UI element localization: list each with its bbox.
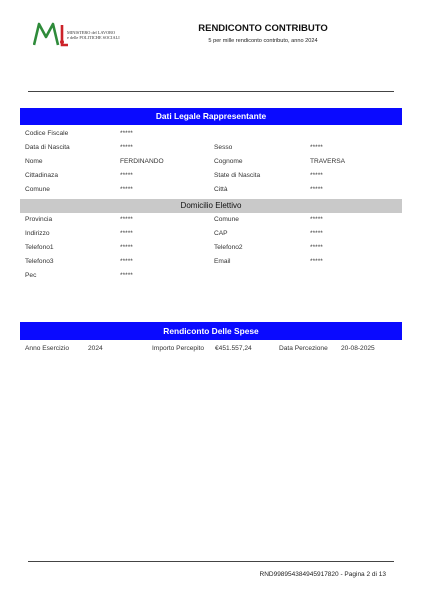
table-row [25, 186, 397, 198]
field-label: CAP [214, 230, 228, 237]
data-value: 20-08-2025 [341, 345, 375, 352]
field-value: ***** [310, 216, 323, 223]
field-label: State di Nascita [214, 172, 261, 179]
field-value: ***** [310, 144, 323, 151]
table-row [25, 216, 397, 228]
field-label: Telefono3 [25, 258, 54, 265]
field-label: Comune [214, 216, 239, 223]
field-label: Telefono1 [25, 244, 54, 251]
table-row [25, 130, 397, 142]
document-title: RENDICONTO CONTRIBUTO [198, 23, 328, 34]
field-value: ***** [120, 172, 133, 179]
field-label: Cittadinaza [25, 172, 58, 179]
field-label: Sesso [214, 144, 233, 151]
data-label: Data Percezione [279, 345, 328, 352]
field-value: ***** [120, 144, 133, 151]
table-row [25, 258, 397, 270]
field-value: ***** [310, 258, 323, 265]
field-label: Comune [25, 186, 50, 193]
field-label: Email [214, 258, 231, 265]
field-value: TRAVERSA [310, 158, 346, 165]
importo-label: Importo Percepito [152, 345, 205, 352]
field-value: ***** [310, 244, 323, 251]
table-row [25, 272, 397, 284]
field-value: ***** [120, 272, 133, 279]
field-value: ***** [120, 130, 133, 137]
table-row [25, 144, 397, 156]
section-header-spese: Rendiconto Delle Spese [20, 322, 402, 340]
section-header-legale: Dati Legale Rappresentante [20, 108, 402, 125]
field-label: Cognome [214, 158, 243, 165]
field-label: Pec [25, 272, 37, 279]
field-value: ***** [310, 186, 323, 193]
anno-label: Anno Esercizio [25, 345, 69, 352]
anno-value: 2024 [88, 345, 103, 352]
field-value: ***** [120, 258, 133, 265]
field-value: ***** [120, 216, 133, 223]
field-value: ***** [120, 186, 133, 193]
table-row [25, 244, 397, 256]
section-header-domicilio: Domicilio Elettivo [20, 199, 402, 213]
field-label: Data di Nascita [25, 144, 70, 151]
field-label: Nome [25, 158, 43, 165]
header-divider [28, 91, 394, 92]
logo-text: MINISTERO del LAVORO e delle POLITICHE SOCIALI [67, 30, 120, 41]
importo-value: €451.557,24 [215, 345, 252, 352]
field-label: Provincia [25, 216, 53, 223]
table-row [25, 230, 397, 242]
field-label: Telefono2 [214, 244, 243, 251]
table-row [25, 158, 397, 170]
document-subtitle: 5 per mille rendiconto contributo, anno 2024 [208, 38, 318, 44]
footer-divider [28, 561, 394, 562]
field-label: Indirizzo [25, 230, 50, 237]
field-value: ***** [120, 230, 133, 237]
table-row [25, 345, 397, 357]
page-footer: RND998954384945917820 - Pagina 2 di 13 [259, 571, 386, 578]
field-value: ***** [310, 230, 323, 237]
field-value: ***** [120, 244, 133, 251]
table-row [25, 172, 397, 184]
field-label: Città [214, 186, 228, 193]
field-value: FERDINANDO [120, 158, 164, 165]
field-label: Codice Fiscale [25, 130, 69, 137]
field-value: ***** [310, 172, 323, 179]
